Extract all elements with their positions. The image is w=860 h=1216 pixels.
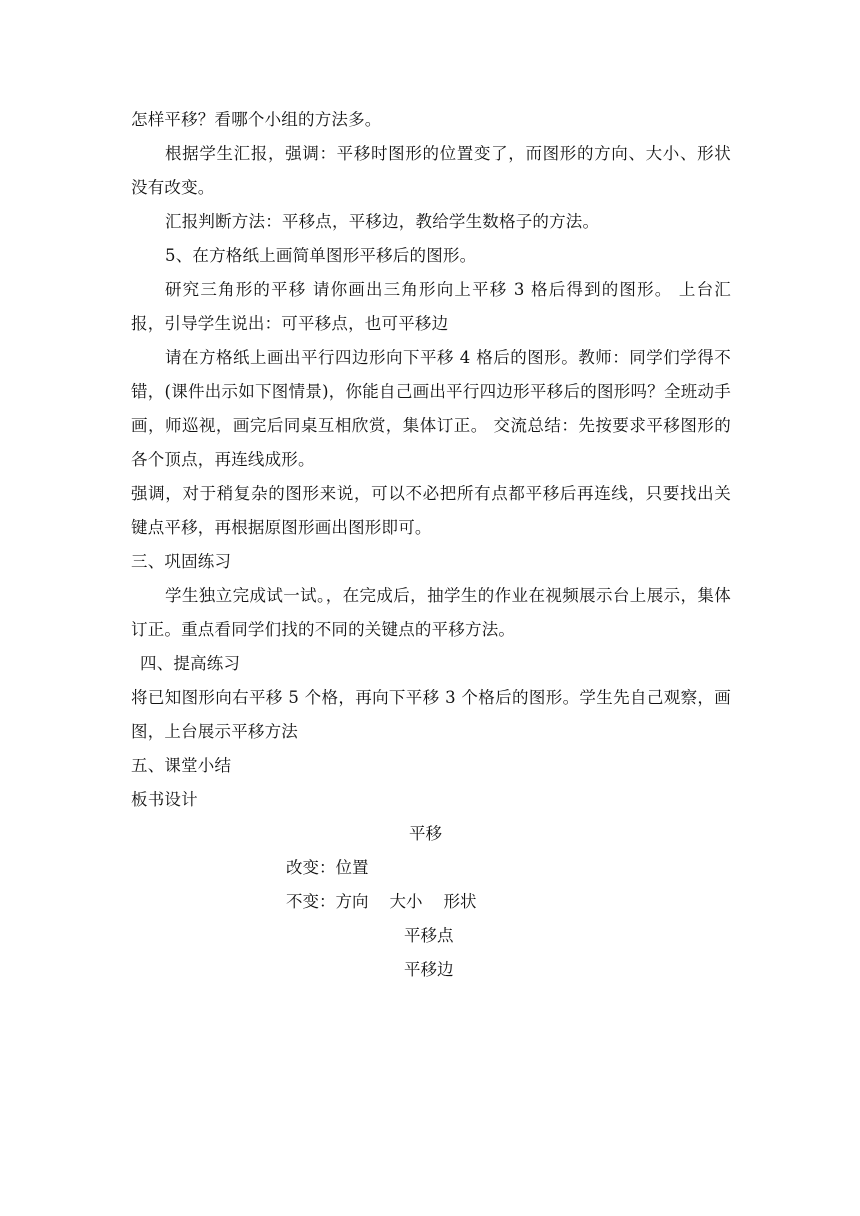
paragraph: 怎样平移？看哪个小组的方法多。 <box>131 110 382 129</box>
paragraph: 5、在方格纸上画简单图形平移后的图形。 <box>165 246 477 265</box>
paragraph: 请在方格纸上画出平行四边形向下平移 4 格后的图形。教师：同学们学得不错，(课件出示如下图情景)，你能自己画出平行四边形平移后的图形吗？全班动手画，师巡视，画完后同桌互相欣赏，集体订正。 交流总结：先按要求平移图形的各个顶点，再连线成形。 <box>131 348 731 469</box>
board-no-change-line: 不变：方向 大小 形状 <box>286 892 477 911</box>
board-translate-edge: 平移边 <box>404 960 454 979</box>
paragraph: 学生独立完成试一试。，在完成后，抽学生的作业在视频展示台上展示，集体订正。重点看同学们找的不同的关键点的平移方法。 <box>131 586 731 639</box>
body-text <box>131 103 731 817</box>
paragraph: 根据学生汇报，强调：平移时图形的位置变了，而图形的方向、大小、形状没有改变。 <box>131 144 731 197</box>
board-title: 平移 <box>409 824 442 843</box>
section-heading: 板书设计 <box>131 790 198 809</box>
board-translate-point: 平移点 <box>404 926 454 945</box>
section-heading: 三、巩固练习 <box>131 552 232 571</box>
section-heading: 四、提高练习 <box>140 654 241 673</box>
paragraph: 研究三角形的平移 请你画出三角形向上平移 3 格后得到的图形。 上台汇报，引导学生说出：可平移点，也可平移边 <box>131 280 731 333</box>
paragraph: 汇报判断方法：平移点，平移边，教给学生数格子的方法。 <box>165 212 600 231</box>
paragraph: 强调，对于稍复杂的图形来说，可以不必把所有点都平移后再连线，只要找出关键点平移，再根据原图形画出图形即可。 <box>131 484 731 537</box>
section-heading: 五、课堂小结 <box>131 756 232 775</box>
paragraph: 将已知图形向右平移 5 个格，再向下平移 3 个格后的图形。学生先自己观察，画图，上台展示平移方法 <box>131 688 731 741</box>
board-change-line: 改变：位置 <box>286 858 369 877</box>
